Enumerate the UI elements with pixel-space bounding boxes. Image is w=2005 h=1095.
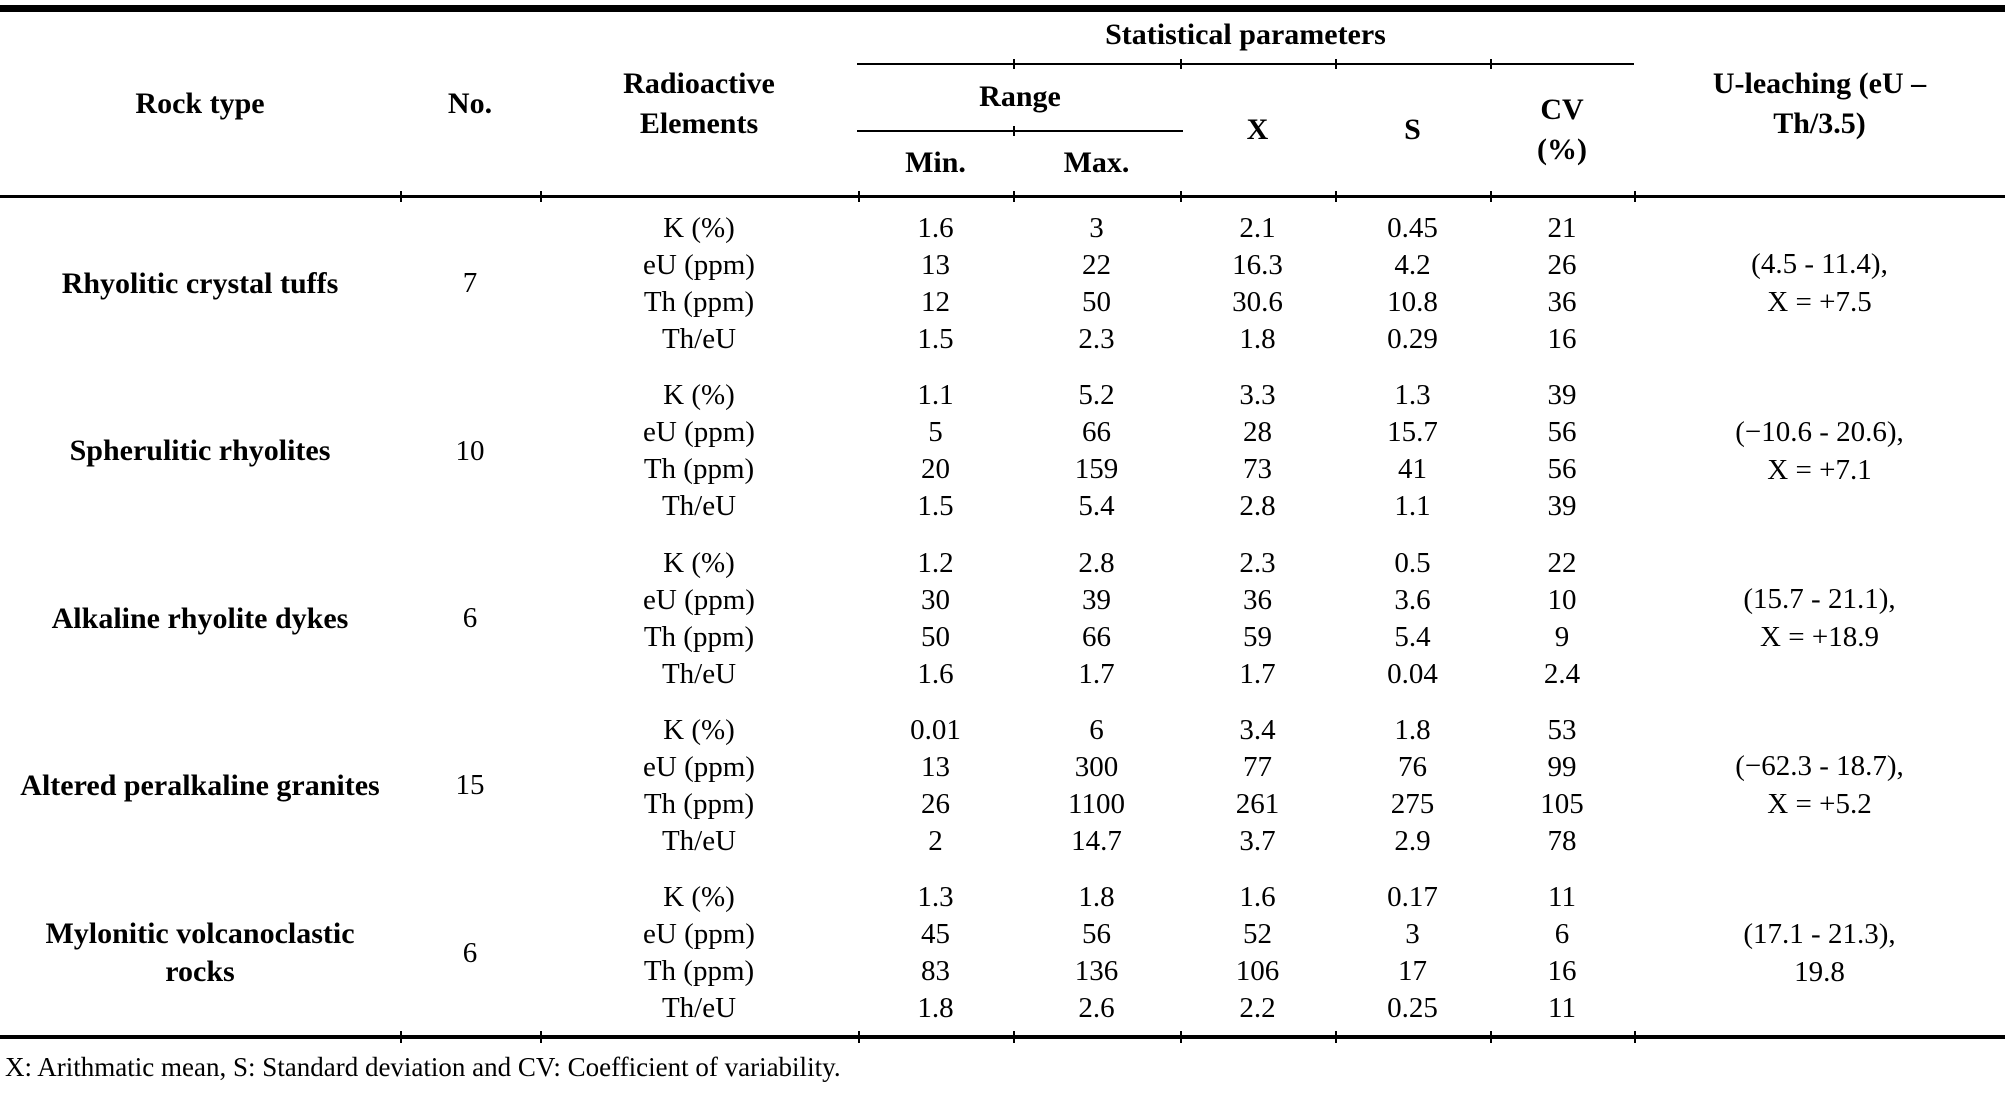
stddev-value: 0.25 (1387, 992, 1438, 1025)
element-label: K (%) (663, 713, 735, 746)
rock-type-name: Rhyolitic crystal tuffs (61, 266, 339, 300)
stddev-values-cell (1335, 535, 1490, 702)
mean-values-cell (1180, 702, 1335, 869)
col-header-s (1335, 64, 1490, 195)
group-header-statistical-parameters-label: Statistical parameters (1105, 18, 1386, 51)
col-header-radioactive-elements-label: Radioactive Elements (623, 66, 775, 140)
col-header-radioactive-elements (540, 12, 858, 195)
col-header-min-label: Min. (905, 146, 966, 179)
rock-type-name: Alkaline rhyolite dykes (51, 601, 349, 635)
stddev-value: 0.5 (1394, 546, 1431, 579)
col-header-cv (1490, 64, 1634, 195)
min-value: 1.8 (917, 992, 954, 1025)
max-value: 39 (1082, 583, 1111, 616)
element-label: Th (ppm) (643, 620, 755, 653)
element-labels-cell (540, 535, 858, 702)
cv-value: 78 (1547, 824, 1577, 857)
min-value: 50 (921, 620, 950, 653)
footnote: X: Arithmatic mean, S: Standard deviation and CV: Coefficient of variability. (5, 1052, 841, 1082)
col-header-max-label: Max. (1063, 146, 1130, 179)
cv-values-cell (1490, 870, 1634, 1037)
column-boundary-tick (1180, 1031, 1182, 1043)
min-value: 12 (921, 285, 950, 318)
mean-value: 3.4 (1239, 713, 1276, 746)
header-separator-rule (0, 195, 2005, 198)
min-value: 83 (921, 955, 950, 988)
cv-value: 105 (1540, 787, 1584, 820)
element-label: eU (ppm) (643, 750, 755, 783)
min-value: 1.5 (917, 322, 954, 355)
max-value: 2.3 (1078, 322, 1115, 355)
u-leaching-cell (1634, 200, 2005, 367)
column-boundary-tick (1013, 59, 1015, 69)
column-boundary-tick (1013, 191, 1015, 202)
element-label: eU (ppm) (643, 416, 755, 449)
min-value: 1.3 (917, 881, 954, 914)
min-values-cell (858, 702, 1013, 869)
mean-value: 3.7 (1239, 824, 1276, 857)
sample-count-value: 15 (455, 769, 485, 802)
max-value: 50 (1082, 285, 1111, 318)
min-value: 26 (921, 787, 950, 820)
stddev-values-cell (1335, 702, 1490, 869)
sample-count-cell (400, 870, 540, 1037)
cv-value: 11 (1548, 881, 1576, 914)
col-header-s-label: S (1404, 112, 1421, 146)
u-leaching-cell (1634, 367, 2005, 534)
stddev-value: 10.8 (1387, 285, 1438, 318)
stddev-value: 76 (1398, 750, 1427, 783)
element-label: eU (ppm) (643, 583, 755, 616)
cv-value: 26 (1547, 248, 1577, 281)
u-leaching-mean: X = +18.9 (1760, 621, 1879, 654)
element-labels-cell (540, 367, 858, 534)
col-header-min (858, 131, 1013, 195)
mean-values-cell (1180, 367, 1335, 534)
min-value: 20 (921, 453, 950, 486)
max-values-cell (1013, 367, 1180, 534)
rock-type-cell (0, 367, 400, 534)
rock-section (0, 367, 2005, 534)
element-label: Th/eU (661, 490, 737, 523)
rock-section (0, 535, 2005, 702)
max-values-cell (1013, 870, 1180, 1037)
element-labels-cell (540, 200, 858, 367)
max-value: 1.8 (1078, 881, 1115, 914)
column-boundary-tick (540, 1031, 542, 1043)
u-leaching-mean: 19.8 (1794, 955, 1845, 988)
rock-type-name: Mylonitic volcanoclastic rocks (45, 917, 355, 989)
u-leaching-mean: X = +7.5 (1767, 286, 1872, 319)
col-header-max (1013, 131, 1180, 195)
u-leaching-cell (1634, 535, 2005, 702)
rock-type-name: Spherulitic rhyolites (69, 434, 331, 468)
max-value: 136 (1074, 955, 1119, 988)
mean-values-cell (1180, 200, 1335, 367)
column-boundary-tick (1490, 59, 1492, 69)
mean-value: 106 (1235, 955, 1280, 988)
cv-values-cell (1490, 702, 1634, 869)
cv-value: 39 (1547, 379, 1577, 412)
stddev-value: 3 (1405, 918, 1420, 951)
mean-value: 3.3 (1239, 379, 1276, 412)
max-value: 14.7 (1071, 824, 1122, 857)
u-leaching-range: (17.1 - 21.3), (1743, 917, 1896, 950)
column-boundary-tick (1013, 126, 1015, 136)
col-header-rock-type-label: Rock type (135, 86, 265, 120)
u-leaching-mean: X = +5.2 (1767, 788, 1872, 821)
max-value: 2.8 (1078, 546, 1115, 579)
sample-count-cell (400, 702, 540, 869)
max-value: 5.2 (1078, 379, 1115, 412)
rock-section (0, 702, 2005, 869)
cv-value: 11 (1548, 992, 1576, 1025)
u-leaching-mean: X = +7.1 (1767, 453, 1872, 486)
min-value: 1.6 (917, 657, 954, 690)
mean-value: 2.3 (1239, 546, 1276, 579)
stddev-value: 15.7 (1387, 416, 1438, 449)
max-value: 1100 (1068, 787, 1125, 820)
stddev-value: 41 (1398, 453, 1427, 486)
stddev-values-cell (1335, 200, 1490, 367)
cv-value: 9 (1554, 620, 1570, 653)
group-header-statistical-parameters (857, 8, 1634, 62)
mean-value: 1.8 (1239, 322, 1276, 355)
rock-section (0, 200, 2005, 367)
max-value: 5.4 (1078, 490, 1115, 523)
stddev-value: 275 (1390, 787, 1435, 820)
col-header-x (1180, 64, 1335, 195)
mean-value: 28 (1243, 416, 1272, 449)
min-value: 1.5 (917, 490, 954, 523)
stddev-values-cell (1335, 367, 1490, 534)
sample-count-cell (400, 535, 540, 702)
column-boundary-tick (540, 191, 542, 202)
max-value: 66 (1082, 416, 1111, 449)
rock-type-cell (0, 535, 400, 702)
cv-values-cell (1490, 200, 1634, 367)
element-labels-cell (540, 870, 858, 1037)
min-value: 13 (921, 248, 950, 281)
stddev-value: 0.29 (1387, 322, 1438, 355)
sample-count-value: 6 (462, 936, 478, 969)
column-boundary-tick (1013, 1031, 1015, 1043)
rock-type-name: Altered peralkaline granites (20, 768, 380, 802)
stddev-value: 4.2 (1394, 248, 1431, 281)
min-values-cell (858, 367, 1013, 534)
column-boundary-tick (858, 1031, 860, 1043)
max-values-cell (1013, 535, 1180, 702)
min-value: 45 (921, 918, 950, 951)
mean-values-cell (1180, 535, 1335, 702)
u-leaching-cell (1634, 702, 2005, 869)
mean-value: 73 (1243, 453, 1272, 486)
stddev-value: 0.04 (1387, 657, 1438, 690)
min-value: 30 (921, 583, 950, 616)
col-header-cv-label: CV (%) (1537, 92, 1587, 166)
rock-type-cell (0, 870, 400, 1037)
cv-value: 16 (1547, 955, 1577, 988)
rock-type-cell (0, 702, 400, 869)
stddev-value: 1.3 (1394, 379, 1431, 412)
max-value: 3 (1089, 211, 1104, 244)
sample-count-cell (400, 200, 540, 367)
min-value: 1.6 (917, 211, 954, 244)
stddev-value: 1.1 (1394, 490, 1431, 523)
mean-value: 2.2 (1239, 992, 1276, 1025)
u-leaching-range: (−10.6 - 20.6), (1735, 415, 1904, 448)
min-value: 2 (928, 824, 943, 857)
sample-count-value: 7 (462, 267, 478, 300)
mean-value: 16.3 (1232, 248, 1283, 281)
element-label: eU (ppm) (643, 918, 755, 951)
column-boundary-tick (1180, 191, 1182, 202)
column-boundary-tick (1634, 191, 1636, 202)
mean-value: 36 (1243, 583, 1272, 616)
element-label: Th (ppm) (643, 285, 755, 318)
mean-value: 1.6 (1239, 881, 1276, 914)
max-value: 6 (1089, 713, 1104, 746)
max-value: 56 (1082, 918, 1111, 951)
col-header-no (400, 12, 540, 195)
max-value: 66 (1082, 620, 1111, 653)
rock-section (0, 870, 2005, 1037)
element-label: Th (ppm) (643, 955, 755, 988)
cv-value: 36 (1547, 285, 1577, 318)
cv-values-cell (1490, 535, 1634, 702)
element-label: Th/eU (661, 824, 737, 857)
min-value: 5 (928, 416, 943, 449)
cv-values-cell (1490, 367, 1634, 534)
stddev-value: 17 (1398, 955, 1427, 988)
rock-type-cell (0, 200, 400, 367)
sample-count-cell (400, 367, 540, 534)
cv-value: 56 (1547, 416, 1577, 449)
sample-count-value: 6 (462, 602, 478, 635)
column-boundary-tick (1335, 191, 1337, 202)
mean-value: 1.7 (1239, 657, 1276, 690)
mean-value: 52 (1243, 918, 1272, 951)
col-header-rock-type (0, 12, 400, 195)
max-value: 1.7 (1078, 657, 1115, 690)
group-header-range-label: Range (979, 79, 1061, 113)
min-values-cell (858, 200, 1013, 367)
mean-value: 77 (1243, 750, 1272, 783)
stddev-value: 2.9 (1394, 824, 1431, 857)
element-label: K (%) (663, 379, 735, 412)
cv-value: 53 (1547, 713, 1577, 746)
mean-value: 261 (1235, 787, 1280, 820)
cv-value: 21 (1547, 211, 1577, 244)
column-boundary-tick (400, 191, 402, 202)
max-value: 2.6 (1078, 992, 1115, 1025)
mean-value: 2.8 (1239, 490, 1276, 523)
max-values-cell (1013, 200, 1180, 367)
mean-values-cell (1180, 870, 1335, 1037)
element-label: Th (ppm) (643, 453, 755, 486)
table-body (0, 200, 2005, 1037)
element-label: K (%) (663, 211, 735, 244)
mean-value: 59 (1243, 620, 1272, 653)
min-values-cell (858, 870, 1013, 1037)
u-leaching-range: (−62.3 - 18.7), (1735, 750, 1904, 783)
max-value: 22 (1082, 248, 1111, 281)
col-header-u-leaching-label: U-leaching (eU – Th/3.5) (1712, 66, 1927, 140)
u-leaching-cell (1634, 870, 2005, 1037)
column-boundary-tick (1180, 59, 1182, 69)
col-header-no-label: No. (447, 86, 493, 120)
stddev-value: 1.8 (1394, 713, 1431, 746)
column-boundary-tick (1490, 191, 1492, 202)
element-label: Th/eU (661, 322, 737, 355)
max-value: 300 (1074, 750, 1119, 783)
cv-value: 10 (1547, 583, 1577, 616)
cv-value: 22 (1547, 546, 1577, 579)
element-label: K (%) (663, 881, 735, 914)
element-label: Th/eU (661, 657, 737, 690)
col-header-u-leaching (1634, 12, 2005, 195)
col-header-x-label: X (1246, 112, 1269, 146)
element-labels-cell (540, 702, 858, 869)
column-boundary-tick (1634, 1031, 1636, 1043)
u-leaching-range: (4.5 - 11.4), (1751, 248, 1888, 281)
u-leaching-range: (15.7 - 21.1), (1743, 583, 1896, 616)
element-label: Th/eU (661, 992, 737, 1025)
sample-count-value: 10 (455, 434, 485, 467)
min-value: 0.01 (910, 713, 961, 746)
min-values-cell (858, 535, 1013, 702)
stddev-value: 0.17 (1387, 881, 1438, 914)
cv-value: 2.4 (1543, 657, 1581, 690)
cv-value: 39 (1547, 490, 1577, 523)
cv-value: 56 (1547, 453, 1577, 486)
max-value: 159 (1074, 453, 1119, 486)
max-values-cell (1013, 702, 1180, 869)
element-label: eU (ppm) (643, 248, 755, 281)
column-boundary-tick (1490, 1031, 1492, 1043)
column-boundary-tick (400, 1031, 402, 1043)
cv-value: 99 (1547, 750, 1577, 783)
element-label: Th (ppm) (643, 787, 755, 820)
cv-value: 6 (1554, 918, 1570, 951)
min-value: 1.1 (917, 379, 954, 412)
column-boundary-tick (858, 191, 860, 202)
column-boundary-tick (1335, 59, 1337, 69)
cv-value: 16 (1547, 322, 1577, 355)
stddev-value: 5.4 (1394, 620, 1431, 653)
stddev-value: 0.45 (1387, 211, 1438, 244)
stddev-values-cell (1335, 870, 1490, 1037)
stddev-value: 3.6 (1394, 583, 1431, 616)
group-header-range (857, 64, 1183, 129)
element-label: K (%) (663, 546, 735, 579)
min-value: 13 (921, 750, 950, 783)
column-boundary-tick (1335, 1031, 1337, 1043)
mean-value: 30.6 (1232, 285, 1283, 318)
mean-value: 2.1 (1239, 211, 1276, 244)
min-value: 1.2 (917, 546, 954, 579)
